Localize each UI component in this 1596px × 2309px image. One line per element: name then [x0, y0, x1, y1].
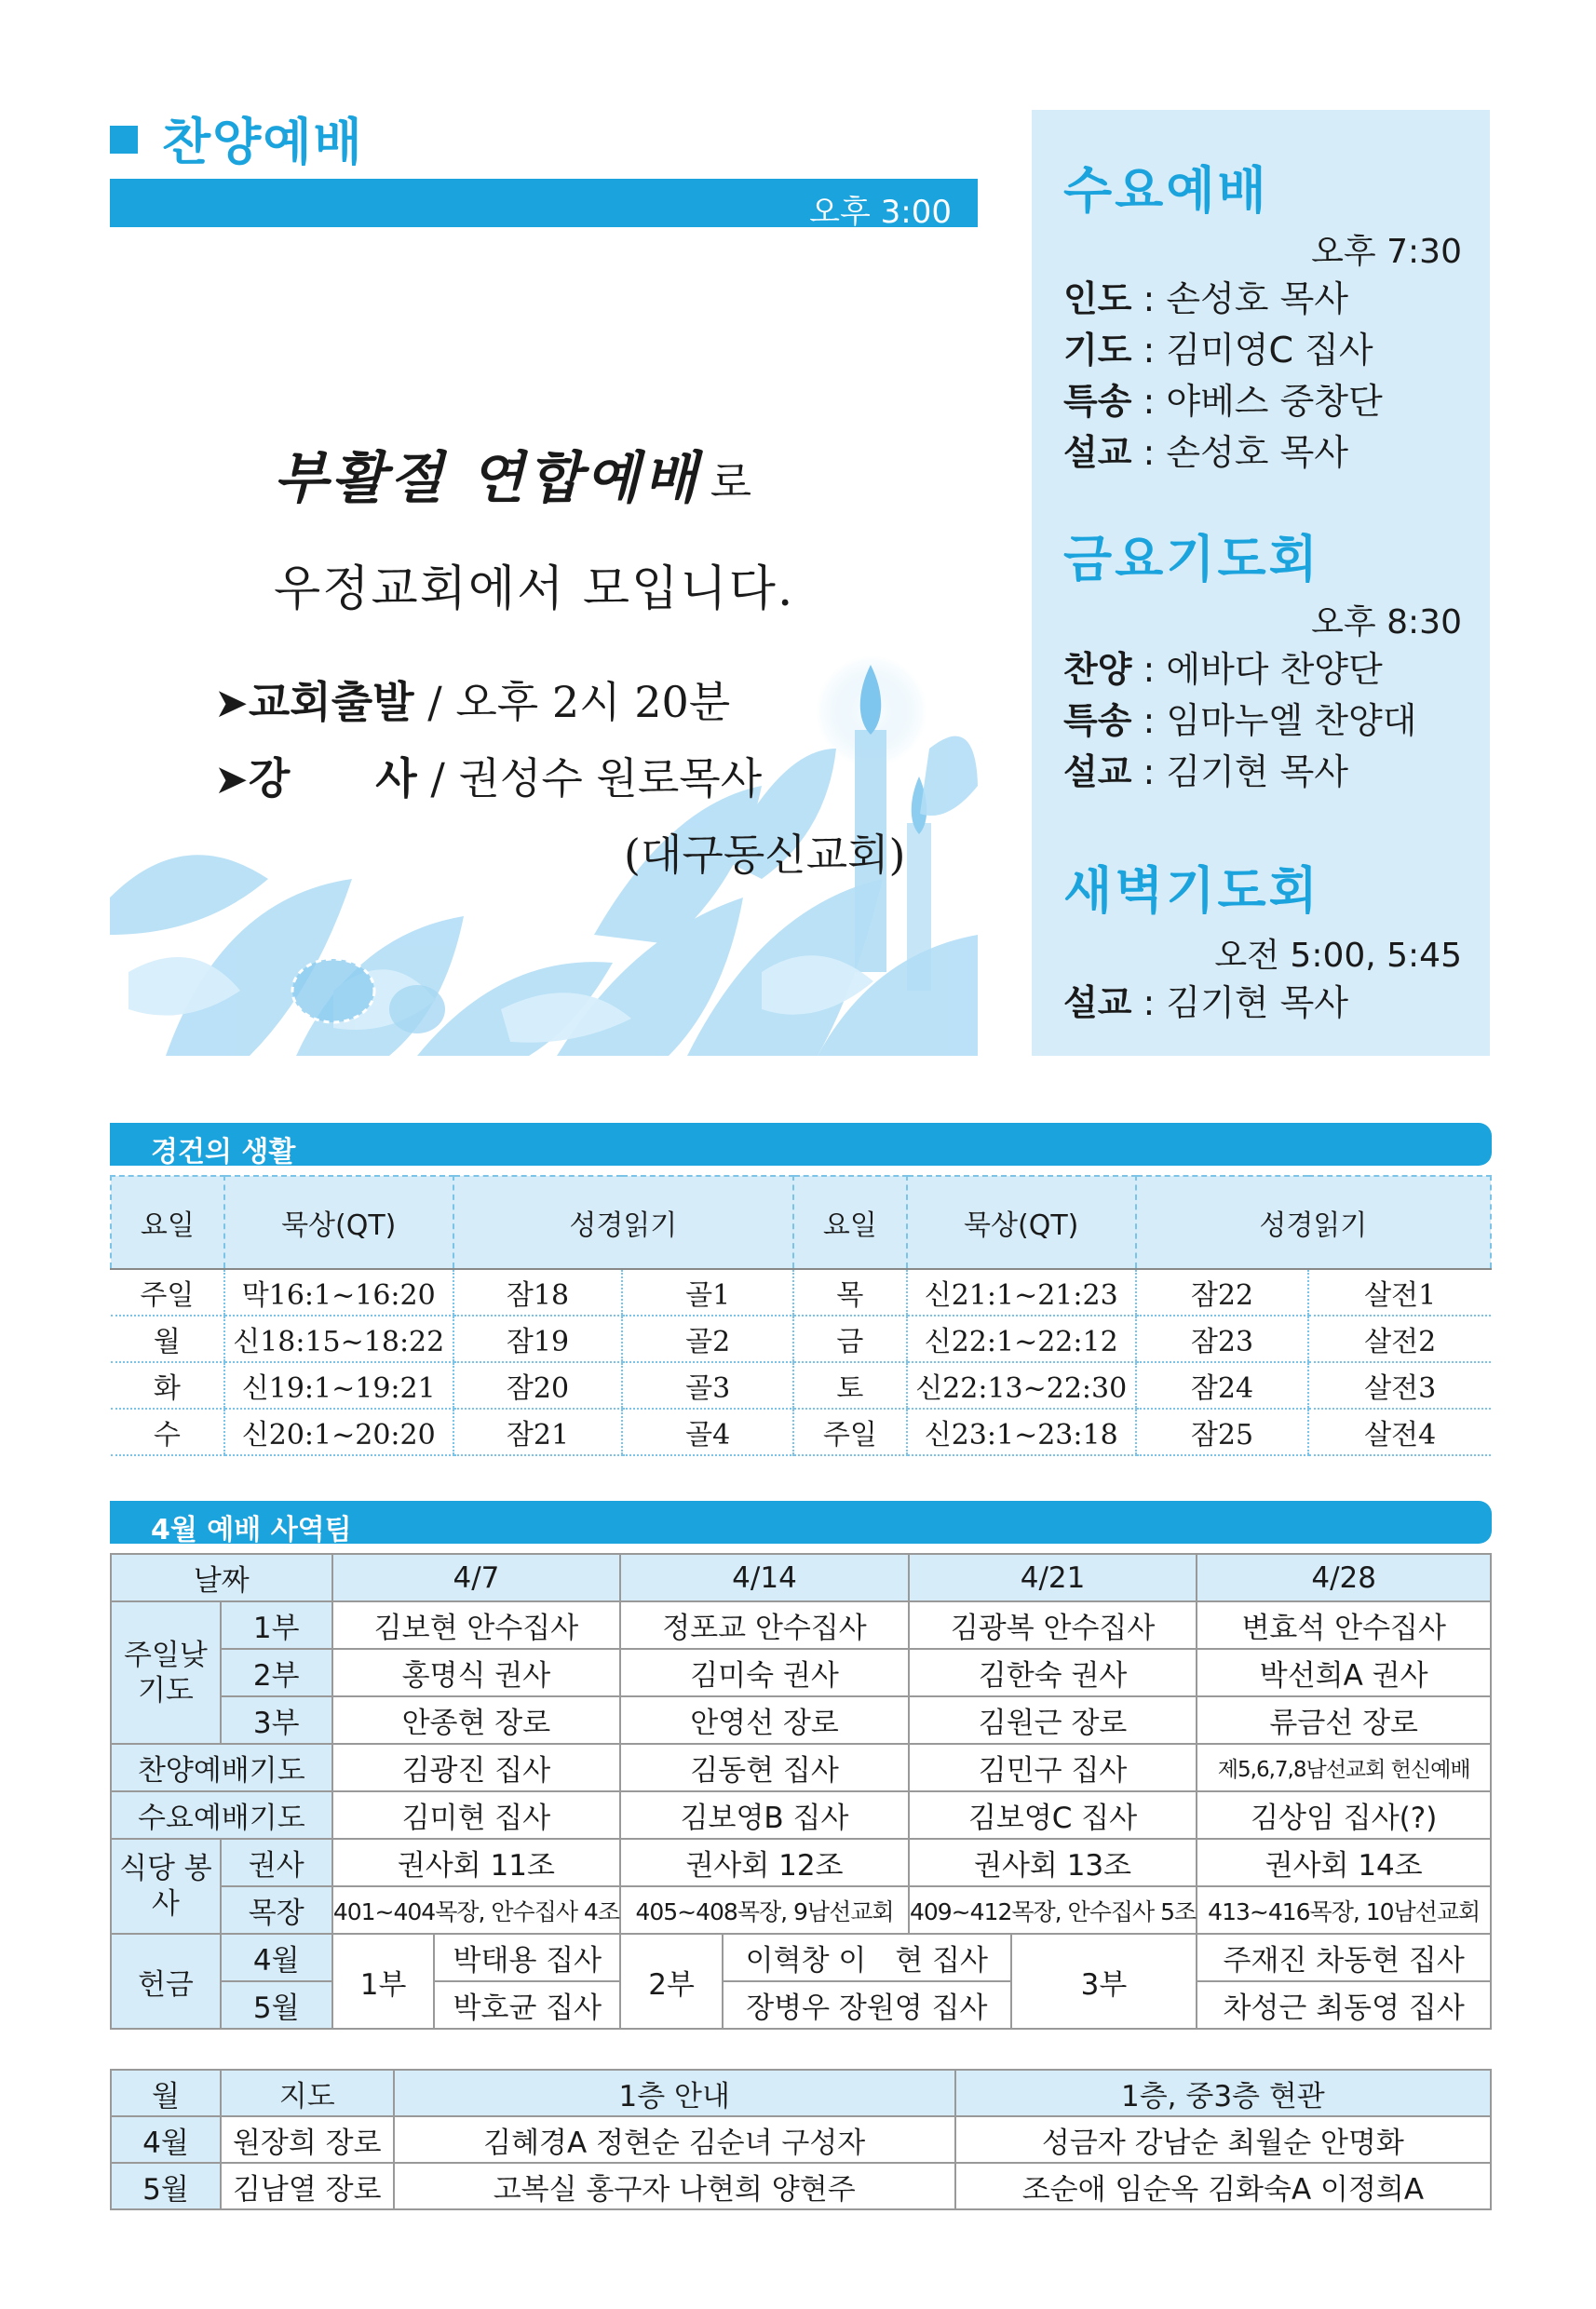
- praise-announcement-box: [110, 227, 978, 1056]
- devotion-day: 주일: [111, 1269, 224, 1316]
- devotion-cell: 신22:1~22:12: [907, 1316, 1136, 1362]
- ministry-cell: 김미현 집사: [332, 1791, 621, 1839]
- part-label: 1부: [221, 1601, 332, 1649]
- devotion-header: 묵상(QT): [224, 1176, 453, 1269]
- friday-prayer-title: 금요기도회: [1063, 530, 1320, 588]
- ministry-cell: 405~408목장, 9남선교회: [620, 1886, 909, 1934]
- devotion-row: [111, 1409, 1491, 1455]
- devotion-cell: 잠19: [453, 1316, 623, 1362]
- weekday-services-panel: [1032, 110, 1490, 1056]
- wednesday-row: 특송 : 야베스 중창단: [1063, 381, 1383, 422]
- date-cell: 4/21: [909, 1554, 1197, 1601]
- devotion-header-row: [111, 1176, 1491, 1269]
- devotion-day: 수: [111, 1409, 224, 1455]
- guide-cell: 고복실 홍구자 나현희 양현주: [394, 2163, 955, 2209]
- guide-cell: 조순애 임순옥 김화숙A 이정희A: [955, 2163, 1491, 2209]
- guide-cell: 김남열 장로: [221, 2163, 394, 2209]
- guide-row: [111, 2163, 1491, 2209]
- sunday-prayer-row: [111, 1696, 1491, 1744]
- ministry-section-bar: [110, 1501, 1492, 1544]
- wednesday-service-title: 수요예배: [1063, 161, 1269, 220]
- guide-header-row: [111, 2070, 1491, 2116]
- devotion-title: 경건의 생활: [151, 1136, 296, 1168]
- ministry-cell: 장병우 장원영 집사: [723, 1981, 1011, 2029]
- devotion-cell: 잠20: [453, 1362, 623, 1409]
- dawn-prayer-rows: [1063, 978, 1348, 1029]
- ministry-cell: 홍명식 권사: [332, 1649, 621, 1696]
- devotion-header: 묵상(QT): [907, 1176, 1136, 1269]
- devotion-day: 화: [111, 1362, 224, 1409]
- ministry-cell: 권사회 11조: [332, 1839, 621, 1886]
- praise-time-bar: [110, 179, 978, 231]
- ministry-cell: 박호균 집사: [434, 1981, 620, 2029]
- kitchen-row: [111, 1839, 1491, 1886]
- offering-row: [111, 1934, 1491, 1981]
- ministry-cell: 안종현 장로: [332, 1696, 621, 1744]
- devotion-day: 목: [793, 1269, 907, 1316]
- guide-month: 5월: [111, 2163, 221, 2209]
- guide-row: [111, 2116, 1491, 2163]
- wednesday-row: 인도 : 손성호 목사: [1063, 278, 1349, 319]
- announcement-line-2: 우정교회에서 모입니다.: [274, 561, 795, 617]
- devotion-day: 금: [793, 1316, 907, 1362]
- devotion-day: 주일: [793, 1409, 907, 1455]
- arrow-right-icon: ➤: [214, 680, 249, 727]
- praise-service-title: 찬양예배: [110, 102, 364, 174]
- devotion-cell: 잠25: [1136, 1409, 1309, 1455]
- date-label: 날짜: [111, 1554, 332, 1601]
- guide-cell: 성금자 강남순 최월순 안명화: [955, 2116, 1491, 2163]
- devotion-cell: 신19:1~19:21: [224, 1362, 453, 1409]
- ministry-cell: 박선희A 권사: [1197, 1649, 1491, 1696]
- part-label: 3부: [221, 1696, 332, 1744]
- devotion-cell: 살전3: [1308, 1362, 1491, 1409]
- friday-row: 설교 : 김기현 목사: [1063, 751, 1349, 792]
- announcement-line-1: 부활절 연합예배 로: [274, 446, 756, 511]
- devotion-cell: 잠24: [1136, 1362, 1309, 1409]
- wednesday-service-time: 오후 7:30: [1311, 233, 1462, 271]
- dawn-prayer-time: 오전 5:00, 5:45: [1214, 937, 1462, 975]
- devotion-cell: 막16:1~16:20: [224, 1269, 453, 1316]
- ministry-cell: 권사회 12조: [620, 1839, 909, 1886]
- praise-time: 오후 3:00: [809, 194, 952, 231]
- ministry-cell: 김보현 안수집사: [332, 1601, 621, 1649]
- devotion-cell: 골4: [622, 1409, 793, 1455]
- part-label: 권사: [221, 1839, 332, 1886]
- devotion-day: 토: [793, 1362, 907, 1409]
- sunday-prayer-row: [111, 1649, 1491, 1696]
- friday-prayer-time: 오후 8:30: [1311, 603, 1462, 641]
- devotion-cell: 골1: [622, 1269, 793, 1316]
- ministry-cell: 김민구 집사: [909, 1744, 1197, 1791]
- guide-header: 지도: [221, 2070, 394, 2116]
- wednesday-row: 기도 : 김미영C 집사: [1063, 330, 1373, 371]
- devotion-cell: 살전2: [1308, 1316, 1491, 1362]
- ministry-cell: 권사회 13조: [909, 1839, 1197, 1886]
- guide-month: 4월: [111, 2116, 221, 2163]
- wed-prayer-row: [111, 1791, 1491, 1839]
- ministry-cell: 김동현 집사: [620, 1744, 909, 1791]
- ministry-cell: 김보영C 집사: [909, 1791, 1197, 1839]
- announcement-text: [274, 434, 944, 619]
- devotion-cell: 신23:1~23:18: [907, 1409, 1136, 1455]
- ministry-cell: 김광진 집사: [332, 1744, 621, 1791]
- flower-candle-illustration: [110, 227, 978, 1056]
- devotion-cell: 신22:13~22:30: [907, 1362, 1136, 1409]
- part-label: 목장: [221, 1886, 332, 1934]
- devotion-row: [111, 1316, 1491, 1362]
- ministry-cell: 김원근 장로: [909, 1696, 1197, 1744]
- arrow-right-icon: ➤: [214, 756, 249, 803]
- devotion-cell: 잠18: [453, 1269, 623, 1316]
- date-cell: 4/14: [620, 1554, 909, 1601]
- devotion-header: 성경읽기: [1136, 1176, 1491, 1269]
- offering-row: [111, 1981, 1491, 2029]
- friday-prayer-rows: [1063, 644, 1416, 798]
- date-cell: 4/7: [332, 1554, 621, 1601]
- devotion-row: [111, 1362, 1491, 1409]
- praise-prayer-label: 찬양예배기도: [111, 1744, 332, 1791]
- devotion-row: [111, 1269, 1491, 1316]
- devotion-cell: 잠23: [1136, 1316, 1309, 1362]
- speaker-church: (대구동신교회): [624, 830, 906, 880]
- wednesday-row: 설교 : 손성호 목사: [1063, 432, 1349, 473]
- guide-header: 1층 안내: [394, 2070, 955, 2116]
- devotion-cell: 살전1: [1308, 1269, 1491, 1316]
- devotion-cell: 살전4: [1308, 1409, 1491, 1455]
- month-label: 5월: [221, 1981, 332, 2029]
- devotion-cell: 잠22: [1136, 1269, 1309, 1316]
- devotion-cell: 신20:1~20:20: [224, 1409, 453, 1455]
- ministry-cell: 김한숙 권사: [909, 1649, 1197, 1696]
- devotion-header: 요일: [111, 1176, 224, 1269]
- dawn-prayer-title: 새벽기도회: [1063, 861, 1320, 920]
- kitchen-label: 식당 봉사: [111, 1839, 221, 1934]
- offering-part: 3부: [1011, 1934, 1197, 2029]
- ministry-cell: 김상임 집사(?): [1197, 1791, 1491, 1839]
- praise-prayer-row: [111, 1744, 1491, 1791]
- ministry-cell: 413~416목장, 10남선교회: [1197, 1886, 1491, 1934]
- ministry-cell: 김보영B 집사: [620, 1791, 909, 1839]
- ministry-cell: 이혁창 이 현 집사: [723, 1934, 1011, 1981]
- speaker-row: ➤강 사 / 권성수 원로목사: [214, 753, 763, 803]
- ministry-cell: 주재진 차동현 집사: [1197, 1934, 1491, 1981]
- ministry-title: 4월 예배 사역팀: [151, 1514, 352, 1546]
- devotion-body: [111, 1269, 1491, 1455]
- sunday-prayer-row: [111, 1601, 1491, 1649]
- ministry-table: [110, 1553, 1492, 2030]
- sunday-prayer-label: 주일낮 기도: [111, 1601, 221, 1744]
- date-cell: 4/28: [1197, 1554, 1491, 1601]
- offering-part: 2부: [620, 1934, 723, 2029]
- ministry-cell: 권사회 14조: [1197, 1839, 1491, 1886]
- offering-part: 1부: [332, 1934, 435, 2029]
- departure-row: ➤교회출발 / 오후 2시 20분: [214, 677, 731, 727]
- devotion-cell: 골3: [622, 1362, 793, 1409]
- devotion-header: 성경읽기: [453, 1176, 793, 1269]
- month-label: 4월: [221, 1934, 332, 1981]
- devotion-cell: 잠21: [453, 1409, 623, 1455]
- guide-cell: 김혜경A 정현순 김순녀 구성자: [394, 2116, 955, 2163]
- wed-prayer-label: 수요예배기도: [111, 1791, 332, 1839]
- guide-header: 1층, 중3층 현관: [955, 2070, 1491, 2116]
- friday-row: 찬양 : 에바다 찬양단: [1063, 649, 1383, 690]
- devotion-cell: 신21:1~21:23: [907, 1269, 1136, 1316]
- ministry-cell: 류금선 장로: [1197, 1696, 1491, 1744]
- kitchen-row: [111, 1886, 1491, 1934]
- wednesday-service-rows: [1063, 274, 1383, 479]
- ministry-date-row: [111, 1554, 1491, 1601]
- dawn-row: 설교 : 김기현 목사: [1063, 982, 1349, 1023]
- guide-header: 월: [111, 2070, 221, 2116]
- ministry-cell: 변효석 안수집사: [1197, 1601, 1491, 1649]
- ministry-cell: 정포교 안수집사: [620, 1601, 909, 1649]
- ministry-cell: 401~404목장, 안수집사 4조: [332, 1886, 621, 1934]
- usher-guide-table: [110, 2069, 1492, 2210]
- square-bullet-icon: [110, 126, 138, 154]
- devotion-table: [110, 1175, 1492, 1456]
- part-label: 2부: [221, 1649, 332, 1696]
- ministry-cell: 김미숙 권사: [620, 1649, 909, 1696]
- devotion-section-bar: [110, 1123, 1492, 1166]
- devotion-cell: 골2: [622, 1316, 793, 1362]
- guide-cell: 원장희 장로: [221, 2116, 394, 2163]
- devotion-day: 월: [111, 1316, 224, 1362]
- departure-details: [214, 665, 906, 892]
- friday-row: 특송 : 임마누엘 찬양대: [1063, 700, 1417, 741]
- ministry-cell: 제5,6,7,8남선교회 헌신예배: [1197, 1744, 1491, 1791]
- devotion-header: 요일: [793, 1176, 907, 1269]
- ministry-cell: 안영선 장로: [620, 1696, 909, 1744]
- ministry-cell: 409~412목장, 안수집사 5조: [909, 1886, 1197, 1934]
- devotion-cell: 신18:15~18:22: [224, 1316, 453, 1362]
- offering-label: 헌금: [111, 1934, 221, 2029]
- ministry-cell: 차성근 최동영 집사: [1197, 1981, 1491, 2029]
- ministry-cell: 김광복 안수집사: [909, 1601, 1197, 1649]
- ministry-cell: 박태용 집사: [434, 1934, 620, 1981]
